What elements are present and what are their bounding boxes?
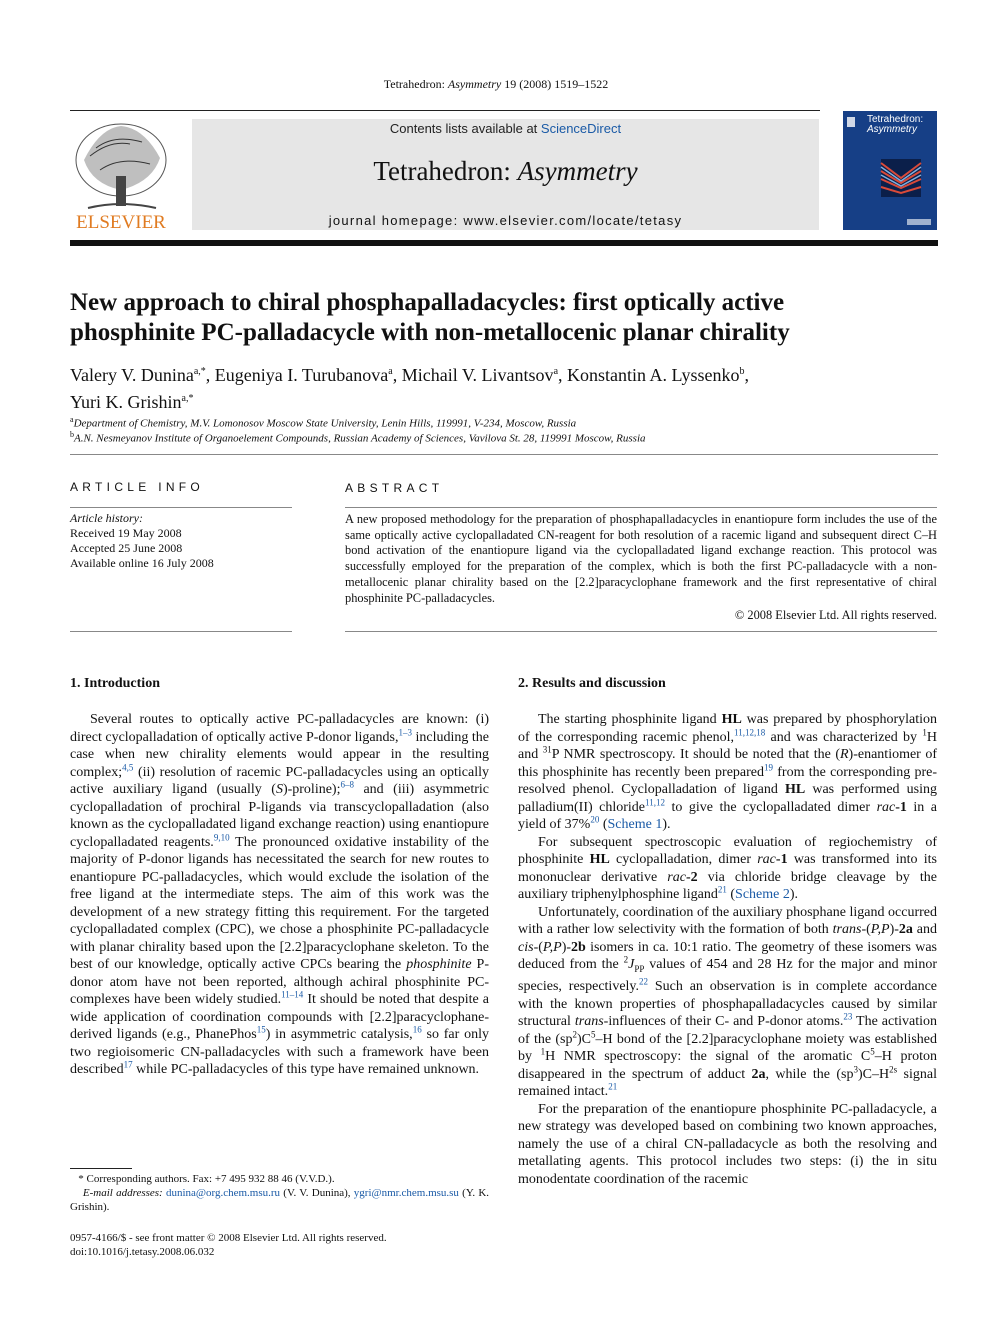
contents-line: Contents lists available at ScienceDirect [389,121,622,136]
citation-link[interactable]: 21 [717,884,727,895]
doi-link[interactable]: doi:10.1016/j.tetasy.2008.06.032 [70,1246,215,1258]
citation-link[interactable]: 6–8 [340,779,354,790]
publisher-logo-text: ELSEVIER [76,212,166,232]
author[interactable]: Konstantin A. Lyssenko$^b$ [567,365,745,385]
affiliation: $^b$A.N. Nesmeyanov Institute of Organoelement Compounds, Russian Academy of Sciences, Vavilova St. 28, 119991 Moscow, Russia [70,430,646,445]
journal-banner [192,119,819,230]
divider [345,631,937,632]
citation-link[interactable]: 21 [608,1081,618,1092]
author[interactable]: Eugeniya I. Turubanova$^a$ [214,365,393,385]
abstract-heading: ABSTRACT [345,481,444,495]
citation-link[interactable]: 19 [764,761,773,772]
journal-homepage-link[interactable]: journal homepage: www.elsevier.com/locate/tetasy [328,213,683,228]
scheme-link[interactable]: Scheme 2 [735,887,790,902]
elsevier-logo[interactable] [70,120,172,232]
citation-link[interactable]: 1–3 [398,726,413,737]
journal-cover[interactable] [843,111,937,230]
citation-link[interactable]: 9,10 [213,831,230,842]
header-thick-rule [70,240,938,246]
abstract-copyright: © 2008 Elsevier Ltd. All rights reserved. [734,608,937,622]
citation-link[interactable]: 23 [843,1011,853,1022]
divider [70,507,292,508]
section-heading-introduction: 1. Introduction [70,676,160,691]
citation-link[interactable]: 17 [123,1059,133,1070]
email-link[interactable]: dunina@org.chem.msu.ru [165,1187,281,1199]
citation-link[interactable]: 11,12 [645,796,665,807]
footnote-rule [70,1168,132,1169]
citation-link[interactable]: 16 [412,1024,422,1035]
divider [345,507,937,508]
affiliation: $^a$Department of Chemistry, M.V. Lomonosov Moscow State University, Lenin Hills, 119991, V-234, Moscow, Russia [70,415,577,430]
paragraph: For the preparation of the enantiopure phosphinite PC-palladacycle, a new strategy was developed based on combining two known approaches, namely the use of a chiral CN-palladacycle as both the resolving and metallating agents. This protocol includes two steps: (i) the in situ monodentate coordination of the racemic [518,1101,937,1187]
abstract-text: A new proposed methodology for the preparation of phosphapalladacycles in enantiopure form includes the use of the same optically active cyclopalladated CN-reagent for both resolution of a racemic ligand and subsequent direct C–H bond activation of the enantiopure ligand via the cyclopalladated ligand exchange reaction. This protocol was successfully employed for the preparation of the complex, which is both the first PC-palladacycle with a non-metallocenic planar chirality based on the [2.2]paracyclophane framework and the first representative of chiral phosphinite PC-palladacycles. [345,512,937,605]
introduction-body: Several routes to optically active PC-palladacycles are known: (i) direct cyclopalladation of optically active P-donor ligands,$^{1-3}$ including the case when new chirality elements would appear in the resulting complex;$^{4,5}$ (ii) resolution of racemic PC-palladacycles using an optically active auxiliary ligand (usually (S)-proline);$^{6-8}$ and (iii) asymmetric cyclopalladation of prochiral P-ligands via transcyclopalladation (also known as the cyclopalladated ligand exchange reaction) using enantiopure cyclopalladated reagents.$^{9,10}$ The pronounced oxidative instability of the majority of P-donor ligands has necessitated the search for new routes to enantiopure PC-palladacycles, which would exclude the isolation of the free ligand at the intermediate steps. The aim of this work was the development of a new strategy fitting this requirement. For the targeted cyclopalladated complex (CPC), we chose a phosphinite PC-palladacycle with planar chirality based upon the [2.2]paracyclophane skeleton. To the best of our knowledge, optically active CPCs bearing the phosphinite P-donor atom have not been reported, although achiral phosphinite PC-complexes have been widely studied.$^{11-14}$ It should be noted that despite a wide application of coordination compounds with [2.2]paracyclophane-derived ligands (e.g., PhanePhos$^{15}$) in asymmetric catalysis,$^{16}$ so far only two regioisomeric CN-palladacycles with such a framework have been described$^{17}$ while PC-palladacycles of this type have remained unknown. [70,712,490,1077]
header-rule [70,110,820,111]
divider [70,454,938,455]
tree-icon [70,120,172,232]
citation-link[interactable]: 22 [639,976,649,987]
journal-name: Tetrahedron: Asymmetry [373,156,638,186]
section-heading-results: 2. Results and discussion [518,676,666,691]
article-title: New approach to chiral phosphapalladacycles: first optically active phosphinite PC-palladacycle with non-metallocenic planar chirality [70,289,790,346]
sciencedirect-link[interactable]: ScienceDirect [540,121,622,136]
corresponding-footnote: * Corresponding authors. Fax: +7 495 932 88 46 (V.V.D.). E-mail addresses: dunina@org.chem.msu.ru (V. V. Dunina), ygri@nmr.chem.msu.su (Y. K. Grishin). [70,1173,490,1213]
author[interactable]: Yuri K. Grishin$^{a,*}$ [70,392,194,412]
author[interactable]: Michail V. Livantsov$^a$ [401,365,559,385]
cover-artwork-icon [843,111,937,230]
citation-link[interactable]: 4,5 [122,761,134,772]
article-info-heading: ARTICLE INFO [70,480,205,494]
author[interactable]: Valery V. Dunina$^{a,*}$ [70,365,206,385]
citation-link[interactable]: 20 [590,814,600,825]
results-body [518,711,937,1188]
citation-link[interactable]: 11,12,18 [734,726,766,737]
journal-citation: Tetrahedron: Asymmetry 19 (2008) 1519–1522 [383,77,609,91]
author-list: Valery V. Dunina$^{a,*}$, Eugeniya I. Turubanova$^a$, Michail V. Livantsov$^a$, Konstantin A. Lyssenko$^b$, Yuri K. Grishin$^{a,*}$ [70,365,750,412]
scheme-link[interactable]: Scheme 1 [607,817,663,832]
paragraph: The starting phosphinite ligand HL was prepared by phosphorylation of the corresponding racemic phenol,$^{11,12,18}$ and was characterized by $^1$H and $^{31}$P NMR spectroscopy. It should be noted that the (R)-enantiomer of this phosphinite has recently been prepared$^{19}$ from the corresponding pre-resolved phenol. Cyclopalladation of ligand HL was performed using palladium(II) chloride$^{11,12}$ to give the cyclopalladated dimer rac-1 in a yield of 37%$^{20}$ (Scheme 1). [518,712,938,832]
issn-doi: 0957-4166/$ - see front matter © 2008 Elsevier Ltd. All rights reserved. doi:10.1016/j.tetasy.2008.06.032 [70,1232,387,1258]
paragraph: For subsequent spectroscopic evaluation of regiochemistry of phosphinite HL cyclopalladation, dimer rac-1 was transformed into its mononuclear derivative rac-2 via chloride bridge cleavage by the auxiliary triphenylphosphine ligand$^{21}$ (Scheme 2). [518,834,937,902]
divider [70,631,292,632]
citation-link[interactable]: 11–14 [281,989,304,1000]
citation-link[interactable]: 15 [256,1024,266,1035]
article-history: Article history: Received 19 May 2008 Accepted 25 June 2008 Available online 16 July 2008 [70,511,214,570]
email-link[interactable]: ygri@nmr.chem.msu.su [353,1187,459,1199]
cover-title: Tetrahedron: Asymmetry [867,114,924,135]
paragraph: Unfortunately, coordination of the auxiliary phosphane ligand occurred with a rather low selectivity with the formation of both trans-(P,P)-2a and cis-(P,P)-2b isomers in ca. 10:1 ratio. The geometry of these isomers was deduced from the $^2J_{PP}$ values of 454 and 28 Hz for the major and minor species, respectively.$^{22}$ Such an observation is in complete accordance with the known properties of phosphapalladacycles caused by similar structural trans-influences of their C- and P-donor atoms.$^{23}$ The activation of the $(sp^2)C^5-H$ bond of the [2.2]paracyclophane moiety was established by $^1$H NMR spectroscopy: the signal of the aromatic $C^5-H$ proton disappeared in the spectrum of adduct 2a, while the $(sp^3)C-H^{2s}$ signal remained intact.$^{21}$ [518,904,938,1100]
